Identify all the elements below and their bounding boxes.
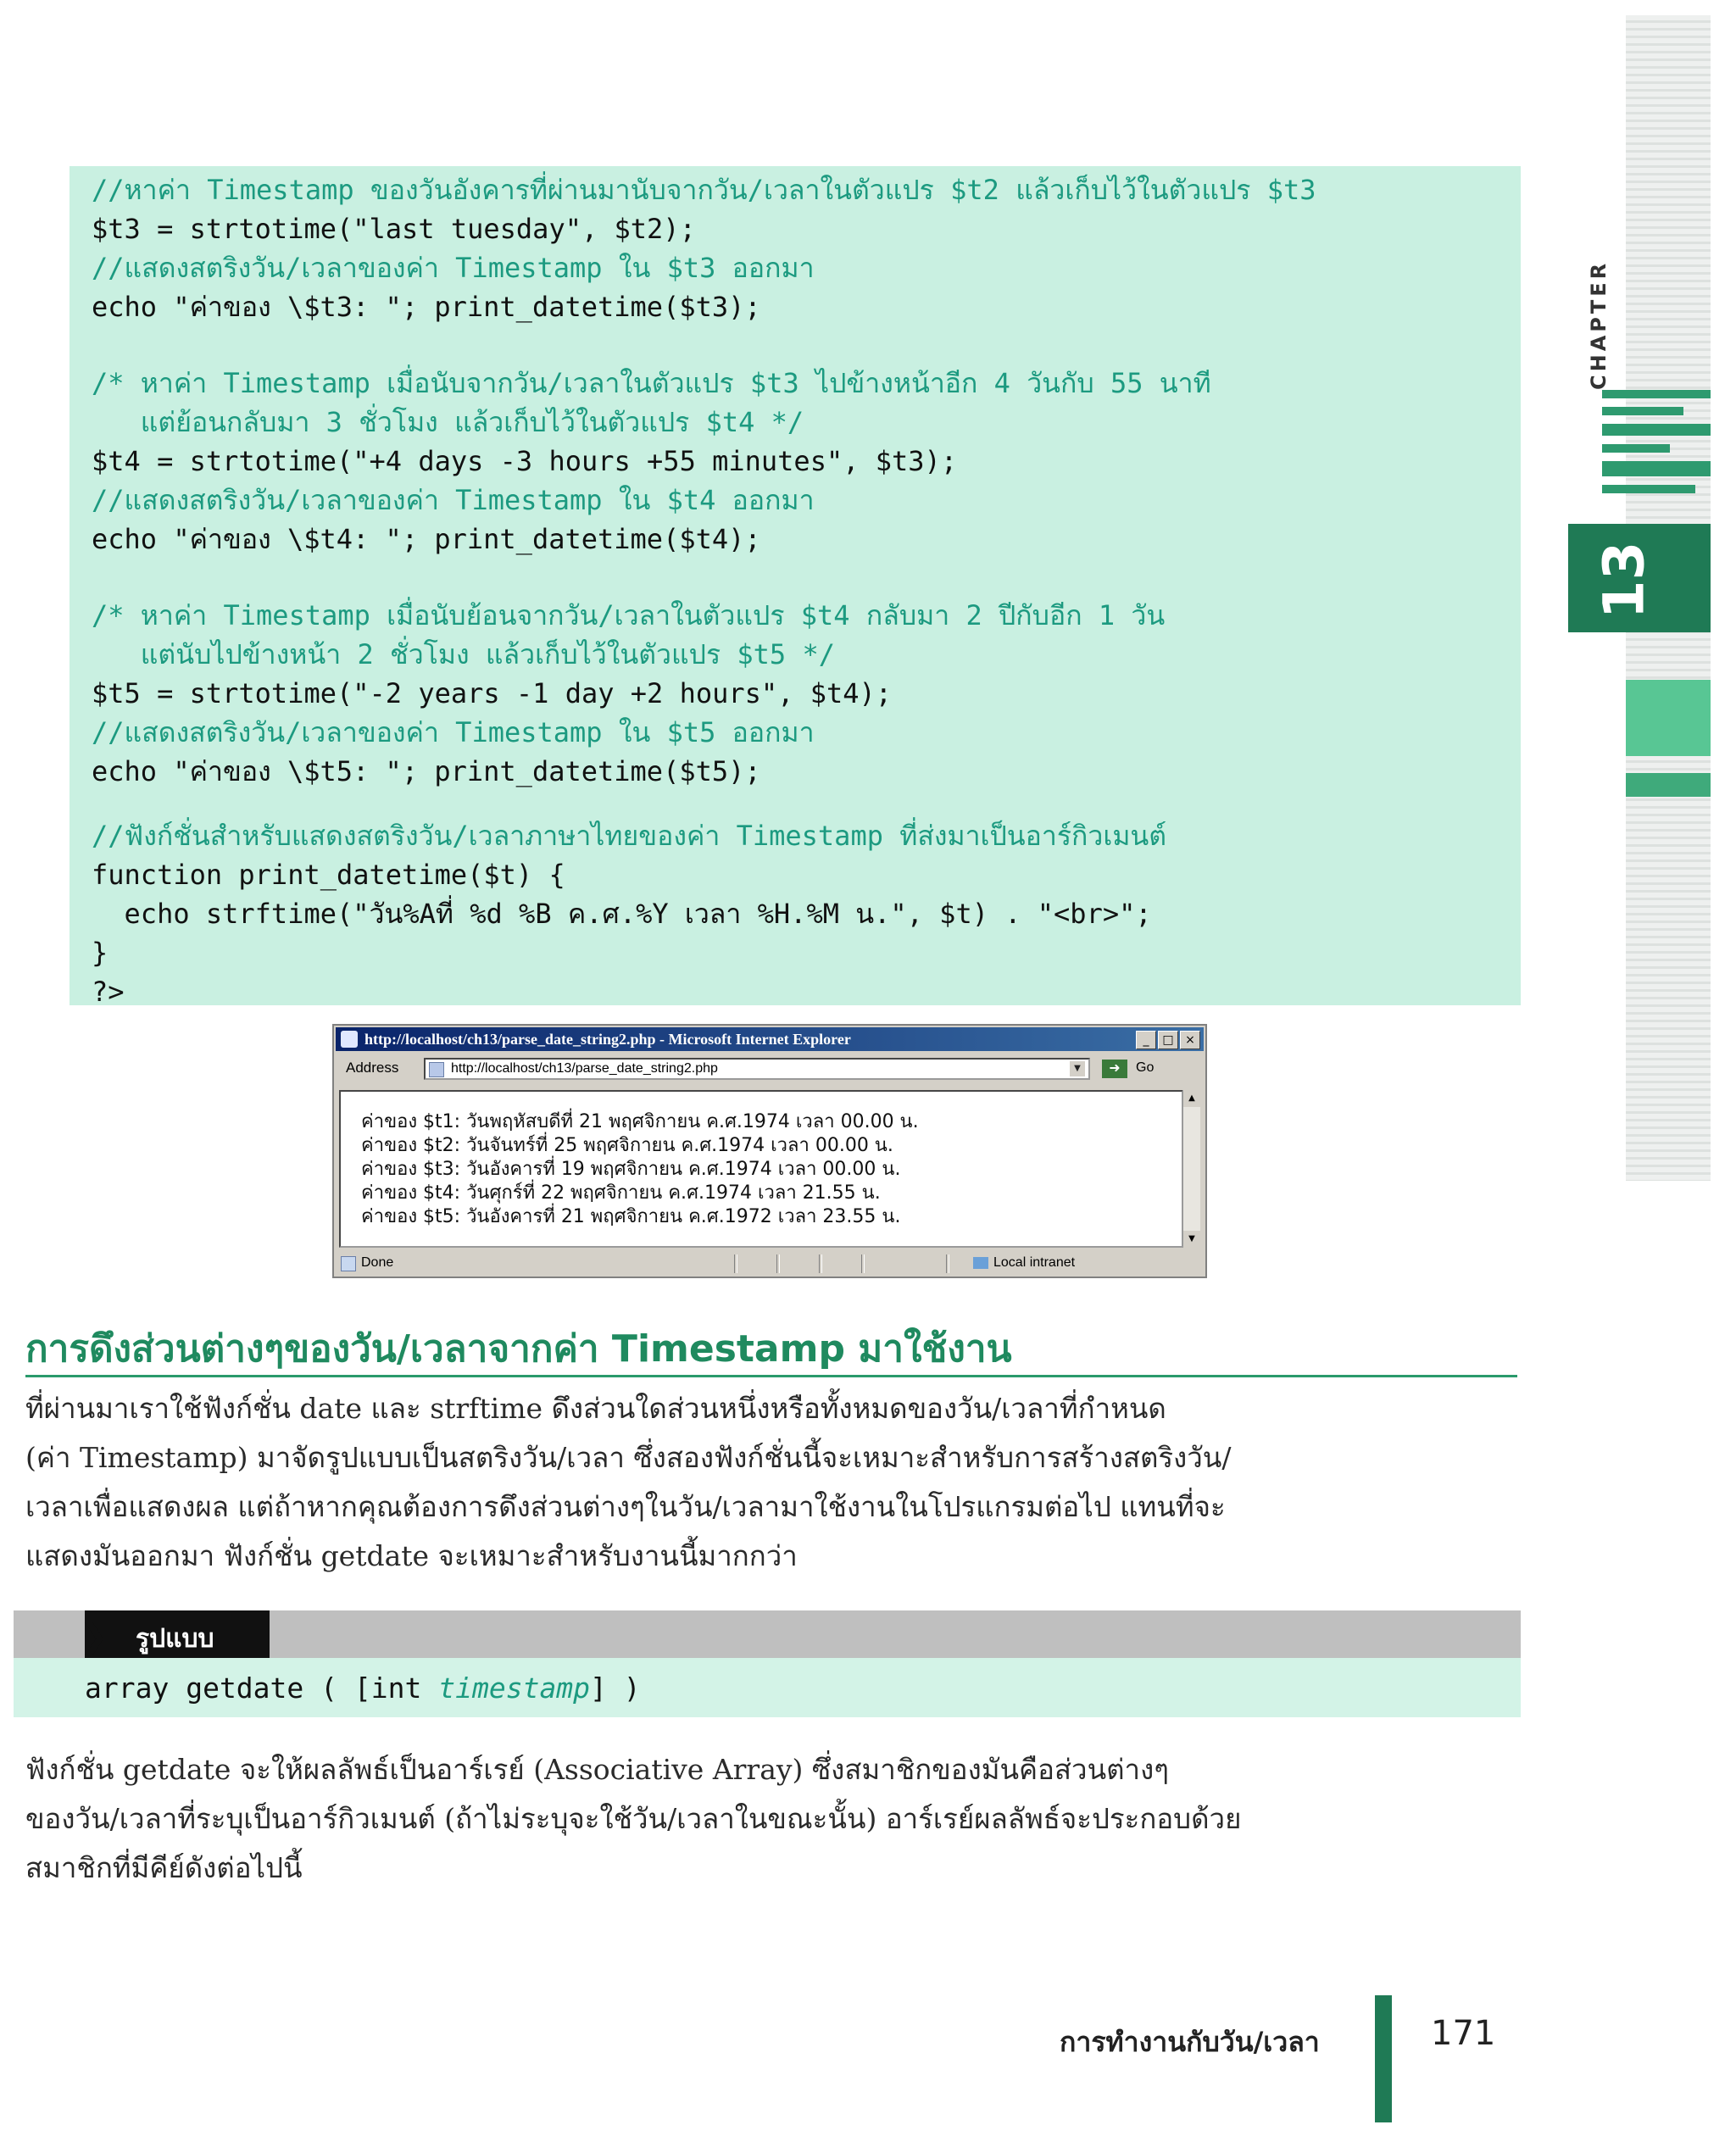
- chapter-number-badge: [1568, 524, 1711, 632]
- zone-text: Local intranet: [993, 1255, 1076, 1270]
- code-line: $t5 = strtotime("-2 years -1 day +2 hours", $t4);: [92, 677, 893, 709]
- paragraph-line: ที่ผ่านมาเราใช้ฟังก์ชั่น date และ strftime ดึงส่วนใดส่วนหนึ่งหรือทั้งหมดของวัน/เวลาที่กำหนด: [25, 1392, 1166, 1425]
- code-line: //หาค่า Timestamp ของวันอังคารที่ผ่านมานับจากวัน/เวลาในตัวแปร $t2 แล้วเก็บไว้ในตัวแปร $t3: [92, 174, 1316, 206]
- browser-window: [332, 1024, 1207, 1278]
- security-zone: [973, 1255, 1075, 1271]
- status-divider: [819, 1254, 822, 1273]
- paragraph-line: ฟังก์ชั่น getdate จะให้ผลลัพธ์เป็นอาร์เรย์ (Associative Array) ซึ่งสมาชิกของมันคือส่วนต่างๆ: [25, 1753, 1169, 1786]
- output-line: ค่าของ $t5: วันอังคารที่ 21 พฤศจิกายน ค.ศ.1972 เวลา 23.55 น.: [361, 1206, 901, 1227]
- paragraph-line: เวลาเพื่อแสดงผล แต่ถ้าหากคุณต้องการดึงส่วนต่างๆในวัน/เวลามาใช้งานในโปรแกรมต่อไป แทนที่จะ: [25, 1490, 1226, 1523]
- chapter-accent-block-2: [1626, 773, 1711, 797]
- page-icon: [429, 1062, 444, 1077]
- status-divider: [946, 1254, 949, 1273]
- code-line: /* หาค่า Timestamp เมื่อนับจากวัน/เวลาในตัวแปร $t3 ไปข้างหน้าอีก 4 วันกับ 55 นาที: [92, 367, 1211, 399]
- go-arrow-icon: ➜: [1102, 1060, 1127, 1078]
- vertical-scrollbar[interactable]: [1182, 1090, 1200, 1248]
- output-line: ค่าของ $t1: วันพฤหัสบดีที่ 21 พฤศจิกายน ค.ศ.1974 เวลา 00.00 น.: [361, 1111, 919, 1132]
- paragraph-line: ของวัน/เวลาที่ระบุเป็นอาร์กิวเมนต์ (ถ้าไม่ระบุจะใช้วัน/เวลาในขณะนั้น) อาร์เรย์ผลลัพธ์จะประกอบด้วย: [25, 1802, 1242, 1835]
- code-line: /* หาค่า Timestamp เมื่อนับย้อนจากวัน/เวลาในตัวแปร $t4 กลับมา 2 ปีกับอีก 1 วัน: [92, 599, 1166, 631]
- address-input[interactable]: [424, 1058, 1090, 1080]
- output-line: ค่าของ $t4: วันศุกร์ที่ 22 พฤศจิกายน ค.ศ.1974 เวลา 21.55 น.: [361, 1182, 881, 1204]
- code-line: $t3 = strtotime("last tuesday", $t2);: [92, 213, 696, 245]
- code-line: //ฟังก์ชั่นสำหรับแสดงสตริงวัน/เวลาภาษาไทยของค่า Timestamp ที่ส่งมาเป็นอาร์กิวเมนต์: [92, 820, 1167, 852]
- paragraph-line: แสดงมันออกมา ฟังก์ชั่น getdate จะเหมาะสำหรับงานนี้มากกว่า: [25, 1539, 798, 1572]
- address-label: Address: [346, 1060, 399, 1076]
- section-heading: การดึงส่วนต่างๆของวัน/เวลาจากค่า Timestamp มาใช้งาน: [25, 1327, 1012, 1371]
- status-bar: [336, 1253, 1204, 1275]
- chapter-label: CHAPTER: [1587, 259, 1611, 390]
- footer-chapter-title: การทำงานกับวัน/เวลา: [1060, 2026, 1320, 2058]
- ie-icon: [341, 1031, 358, 1048]
- maximize-icon[interactable]: □: [1158, 1031, 1178, 1049]
- code-line: //แสดงสตริงวัน/เวลาของค่า Timestamp ใน $t5 ออกมา: [92, 716, 815, 748]
- done-page-icon: [341, 1256, 356, 1271]
- code-line: //แสดงสตริงวัน/เวลาของค่า Timestamp ใน $t4 ออกมา: [92, 484, 815, 516]
- syntax-code-prefix: array getdate ( [int: [85, 1672, 439, 1705]
- code-line: แต่ย้อนกลับมา 3 ชั่วโมง แล้วเก็บไว้ในตัวแปร $t4 */: [92, 406, 804, 438]
- code-line: echo "ค่าของ \$t4: "; print_datetime($t4);: [92, 523, 761, 555]
- address-bar: [336, 1054, 1204, 1085]
- code-line: echo "ค่าของ \$t5: "; print_datetime($t5);: [92, 755, 761, 787]
- browser-title-bar: [336, 1027, 1204, 1051]
- chapter-accent-block: [1626, 680, 1711, 756]
- chapter-number: 13: [1591, 541, 1657, 620]
- syntax-param: timestamp: [438, 1672, 591, 1705]
- code-line: echo strftime("วัน%Aที่ %d %B ค.ศ.%Y เวลา %H.%M น.", $t) . "<br>";: [92, 898, 1152, 930]
- chevron-down-icon[interactable]: ▼: [1070, 1061, 1085, 1076]
- paragraph-line: สมาชิกที่มีคีย์ดังต่อไปนี้: [25, 1851, 303, 1884]
- close-icon[interactable]: ×: [1180, 1031, 1200, 1049]
- status-divider: [861, 1254, 865, 1273]
- code-line: echo "ค่าของ \$t3: "; print_datetime($t3);: [92, 291, 761, 323]
- address-url: http://localhost/ch13/parse_date_string2.php: [451, 1061, 718, 1076]
- browser-title: http://localhost/ch13/parse_date_string2.php - Microsoft Internet Explorer: [364, 1031, 851, 1048]
- code-line: แต่นับไปข้างหน้า 2 ชั่วโมง แล้วเก็บไว้ในตัวแปร $t5 */: [92, 638, 835, 670]
- status-divider: [734, 1254, 737, 1273]
- paragraph-line: (ค่า Timestamp) มาจัดรูปแบบเป็นสตริงวัน/เวลา ซึ่งสองฟังก์ชั่นนี้จะเหมาะสำหรับการสร้างสตริงวัน/: [25, 1441, 1232, 1474]
- page-number: 171: [1431, 2014, 1496, 2053]
- scroll-up-icon[interactable]: ▲: [1183, 1090, 1200, 1107]
- syntax-code-suffix: ] ): [590, 1672, 641, 1705]
- intranet-icon: [973, 1257, 988, 1269]
- code-line: //แสดงสตริงวัน/เวลาของค่า Timestamp ใน $t3 ออกมา: [92, 252, 815, 284]
- code-line: $t4 = strtotime("+4 days -3 hours +55 minutes", $t3);: [92, 445, 958, 477]
- code-line: ?>: [92, 976, 125, 1008]
- go-button[interactable]: [1102, 1058, 1170, 1080]
- output-line: ค่าของ $t2: วันจันทร์ที่ 25 พฤศจิกายน ค.ศ.1974 เวลา 00.00 น.: [361, 1135, 893, 1156]
- status-text: Done: [361, 1255, 394, 1270]
- syntax-code: [85, 1672, 641, 1705]
- syntax-label: รูปแบบ: [136, 1624, 214, 1654]
- footer-divider: [1375, 1995, 1392, 2122]
- minimize-icon[interactable]: _: [1136, 1031, 1156, 1049]
- output-line: ค่าของ $t3: วันอังคารที่ 19 พฤศจิกายน ค.ศ.1974 เวลา 00.00 น.: [361, 1159, 901, 1180]
- code-line: function print_datetime($t) {: [92, 859, 565, 891]
- scroll-down-icon[interactable]: ▼: [1183, 1231, 1200, 1248]
- code-line: }: [92, 937, 108, 969]
- chevron-right-icon: ❯: [80, 1617, 108, 1656]
- page-viewport: [339, 1090, 1183, 1248]
- status-divider: [776, 1254, 780, 1273]
- section-divider: [25, 1375, 1517, 1377]
- go-label: Go: [1136, 1060, 1155, 1075]
